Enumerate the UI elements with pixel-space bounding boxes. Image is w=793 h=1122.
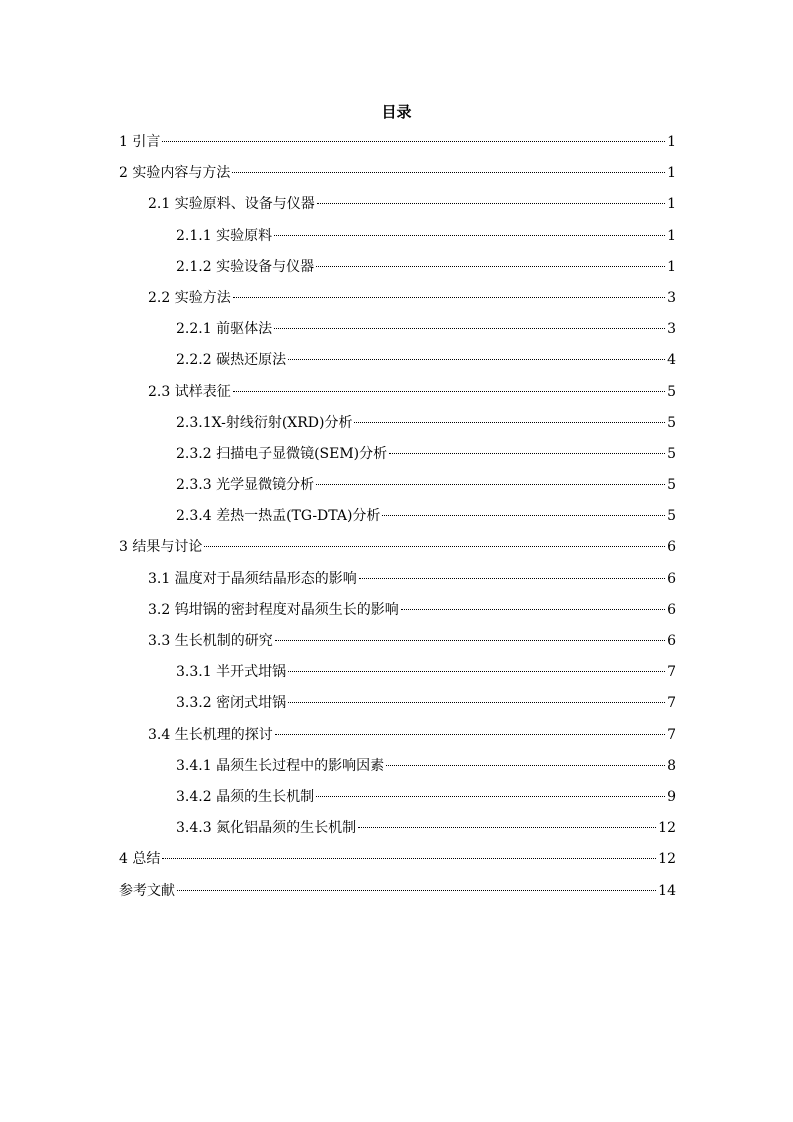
toc-entry-page: 6 [667,539,676,556]
toc-entry-label: 2 实验内容与方法 [119,165,231,182]
toc-entry-page: 6 [667,633,676,649]
toc-entry-label: 1 引言 [119,134,161,150]
toc-entry-page: 6 [667,601,676,618]
toc-entry-page: 1 [667,196,676,213]
toc-entry-label: 3.4.3 氮化铝晶须的生长机制 [176,820,357,837]
toc-leader [354,422,665,423]
toc-entry-page: 7 [667,695,676,712]
toc-entry[interactable] [119,662,676,693]
toc-entry-page: 4 [667,352,676,369]
toc-leader [204,546,665,547]
toc-leader [316,796,665,797]
toc-entry-page: 5 [667,477,676,494]
toc-leader [382,515,665,516]
toc-leader [358,827,656,828]
table-of-contents [119,132,676,912]
toc-entry-page: 3 [667,289,676,306]
toc-entry-page: 5 [667,445,676,462]
toc-entry[interactable] [119,382,676,413]
toc-leader [233,391,665,392]
toc-entry-label: 4 总结 [119,851,161,868]
toc-entry-page: 7 [667,726,676,743]
toc-entry-label: 2.2.2 碳热还原法 [176,352,287,369]
toc-entry[interactable] [119,132,676,163]
toc-entry-page: 5 [667,414,676,431]
toc-entry[interactable] [119,413,676,444]
toc-entry[interactable] [119,194,676,225]
toc-entry-label: 3.1 温度对于晶须结晶形态的影响 [148,570,357,587]
toc-entry[interactable] [119,288,676,319]
toc-entry[interactable] [119,350,676,381]
toc-entry-page: 12 [658,851,676,868]
toc-entry-label: 3.4.2 晶须的生长机制 [176,788,315,805]
toc-leader [401,609,665,610]
toc-title: 目录 [381,103,412,121]
toc-entry-label: 2.3.1X-射线衍射(XRD)分析 [176,414,353,431]
toc-entry[interactable] [119,537,676,568]
toc-leader [233,297,665,298]
toc-entry-label: 3.2 钨坩锅的密封程度对晶须生长的影响 [148,601,399,618]
toc-entry-label: 2.3.2 扫描电子显微镜(SEM)分析 [176,445,388,462]
toc-entry-label: 参考文献 [119,882,175,899]
toc-entry[interactable] [119,725,676,756]
toc-entry-page: 9 [667,788,676,805]
toc-entry-label: 3.3.2 密闭式坩锅 [176,695,287,712]
toc-leader [288,359,665,360]
toc-entry-label: 2.1.2 实验设备与仪器 [176,258,315,275]
toc-entry-page: 1 [667,165,676,182]
toc-entry[interactable] [119,600,676,631]
toc-entry-page: 3 [667,321,676,338]
toc-leader [274,235,665,236]
toc-entry-label: 3.4.1 晶须生长过程中的影响因素 [176,757,385,774]
toc-entry-label: 2.3.3 光学显微镜分析 [176,477,315,494]
toc-leader [389,453,665,454]
toc-entry-page: 1 [667,134,676,150]
toc-entry[interactable] [119,631,676,662]
toc-leader [288,671,665,672]
toc-entry-label: 3.3.1 半开式坩锅 [176,664,287,681]
toc-entry-label: 2.1 实验原料、设备与仪器 [148,196,315,213]
toc-leader [275,734,665,735]
toc-entry-page: 12 [658,820,676,837]
toc-leader [275,640,665,641]
toc-entry-label: 2.3.4 差热一热盂(TG-DTA)分析 [176,508,381,525]
toc-entry-label: 3.3 生长机制的研究 [148,633,273,649]
toc-entry-page: 14 [658,882,676,899]
toc-entry-label: 2.3 试样表征 [148,383,231,400]
toc-entry-page: 6 [667,570,676,587]
toc-entry[interactable] [119,444,676,475]
toc-entry[interactable] [119,475,676,506]
toc-leader [232,172,665,173]
toc-entry-page: 5 [667,508,676,525]
toc-entry[interactable] [119,787,676,818]
toc-entry-label: 3 结果与讨论 [119,539,203,556]
toc-entry-page: 1 [667,227,676,244]
toc-entry[interactable] [119,226,676,257]
toc-entry-page: 1 [667,258,676,275]
toc-entry-label: 2.1.1 实验原料 [176,227,273,244]
toc-leader [317,203,665,204]
toc-leader [162,141,665,142]
toc-entry-page: 7 [667,664,676,681]
toc-entry-page: 5 [667,383,676,400]
toc-entry[interactable] [119,881,676,912]
toc-leader [274,328,665,329]
toc-leader [359,578,665,579]
toc-entry[interactable] [119,257,676,288]
toc-leader [177,890,656,891]
toc-entry[interactable] [119,818,676,849]
toc-leader [162,858,656,859]
toc-entry-label: 2.2 实验方法 [148,289,231,306]
toc-leader [288,702,665,703]
toc-entry[interactable] [119,756,676,787]
toc-entry[interactable] [119,849,676,880]
toc-entry[interactable] [119,319,676,350]
toc-entry-label: 3.4 生长机理的探讨 [148,726,273,743]
toc-leader [316,484,665,485]
toc-entry[interactable] [119,506,676,537]
toc-leader [386,765,665,766]
toc-entry[interactable] [119,693,676,724]
toc-entry[interactable] [119,569,676,600]
toc-leader [316,266,665,267]
toc-entry[interactable] [119,163,676,194]
toc-entry-page: 8 [667,757,676,774]
toc-entry-label: 2.2.1 前驱体法 [176,321,273,338]
